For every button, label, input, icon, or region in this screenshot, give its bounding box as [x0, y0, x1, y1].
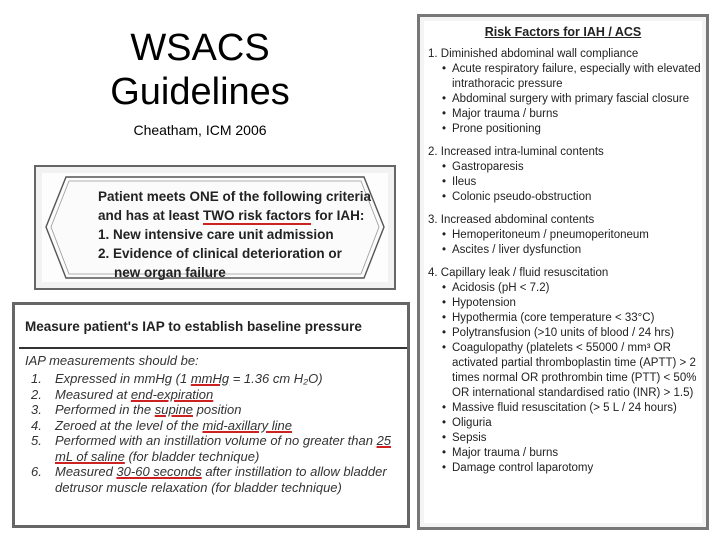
- risk-item-list: [428, 160, 702, 205]
- criteria-line-2-suffix: for IAH:: [311, 208, 365, 223]
- iap-box: [12, 302, 410, 528]
- bullet-icon: •: [441, 402, 446, 414]
- bullet-icon: •: [441, 63, 446, 75]
- criteria-box-inner: [42, 173, 388, 282]
- iap-header: Measure patient's IAP to establish baseline pressure: [25, 319, 362, 334]
- risk-item-text: Oliguria: [452, 417, 492, 429]
- criteria-emphasis: TWO risk factors: [203, 208, 312, 223]
- bullet-icon: •: [441, 462, 446, 474]
- risk-item: [428, 281, 702, 296]
- criteria-line-2-prefix: and has at least: [98, 208, 204, 223]
- iap-intro: IAP measurements should be:: [25, 353, 199, 368]
- risk-section: [424, 266, 702, 476]
- risk-item-text: Hypothermia (core temperature < 33°C): [452, 312, 655, 324]
- iap-item-underlined: end-expiration: [130, 386, 214, 402]
- iap-item-number: 3.: [31, 402, 42, 417]
- risk-item-text: Ileus: [452, 176, 477, 188]
- bullet-icon: •: [441, 327, 446, 339]
- risk-item-text: Sepsis: [452, 432, 487, 444]
- risk-section: [424, 145, 702, 205]
- bullet-icon: •: [441, 161, 446, 173]
- bullet-icon: •: [441, 229, 446, 241]
- risk-item-text: Damage control laparotomy: [452, 462, 594, 474]
- iap-divider: [19, 347, 407, 349]
- iap-item-number: 2.: [31, 386, 42, 402]
- risk-item-text: Acidosis (pH < 7.2): [452, 282, 550, 294]
- bullet-icon: •: [441, 191, 446, 203]
- bullet-icon: •: [441, 282, 446, 294]
- risk-item-text: Abdominal surgery with primary fascial closure: [452, 93, 690, 105]
- risk-section-heading: 1. Diminished abdominal wall compliance: [428, 48, 639, 60]
- iap-item: [25, 387, 407, 403]
- risk-item-list: [428, 281, 702, 476]
- iap-item: [25, 464, 407, 495]
- risk-item: [428, 311, 702, 326]
- risk-item: [428, 175, 702, 190]
- iap-item-pre: Zeroed at the level of the: [55, 417, 203, 433]
- slide-citation: Cheatham, ICM 2006: [133, 122, 267, 138]
- bullet-icon: •: [441, 432, 446, 444]
- risk-item-text: Coagulopathy (platelets < 55000 / mm³ OR activated partial thromboplastin time (APTT) > 2 times normal OR prothrombin time (PTT) < 50% OR international standardised ratio (INR) > 1.5): [452, 342, 697, 399]
- risk-item: [428, 431, 702, 446]
- risk-factors-panel: [417, 14, 709, 530]
- bullet-icon: •: [441, 244, 446, 256]
- iap-item-pre: Expressed in mmHg (1: [55, 371, 191, 386]
- risk-item: [428, 326, 702, 341]
- bullet-icon: •: [441, 108, 446, 120]
- iap-item-text: [55, 387, 407, 403]
- iap-item-text: [55, 402, 407, 418]
- risk-item-text: Hypotension: [452, 297, 516, 309]
- iap-item-pre: Performed with an instillation volume of no greater than: [55, 433, 377, 448]
- risk-item-text: Major trauma / burns: [452, 108, 559, 120]
- slide-title: WSACS Guidelines: [110, 27, 290, 113]
- criteria-line-1: Patient meets ONE of the following criteria: [98, 189, 372, 204]
- risk-item: [428, 296, 702, 311]
- criteria-text: [86, 187, 376, 282]
- risk-item-text: Major trauma / burns: [452, 447, 559, 459]
- risk-section: [424, 213, 702, 258]
- iap-item-underlined: mid-axillary line: [202, 417, 293, 433]
- risk-item: [428, 243, 702, 258]
- risk-item-text: Hemoperitoneum / pneumoperitoneum: [452, 229, 649, 241]
- iap-item-post: position: [193, 402, 242, 417]
- risk-item-text: Prone positioning: [452, 123, 541, 135]
- risk-item: [428, 228, 702, 243]
- iap-item-number: 6.: [31, 464, 42, 479]
- risk-item-text: Massive fluid resuscitation (> 5 L / 24 hours): [452, 402, 677, 414]
- risk-item-text: Colonic pseudo-obstruction: [452, 191, 592, 203]
- iap-item-underlined: 30-60 seconds: [116, 464, 202, 479]
- risk-item-text: Gastroparesis: [452, 161, 524, 173]
- criteria-item-2a: 2. Evidence of clinical deterioration or: [98, 246, 342, 261]
- iap-item-pre: Measured at: [55, 386, 131, 402]
- iap-item: [25, 418, 407, 434]
- criteria-item-1: 1. New intensive care unit admission: [98, 227, 334, 242]
- risk-item-text: Ascites / liver dysfunction: [452, 244, 582, 256]
- risk-section-heading: 4. Capillary leak / fluid resuscitation: [428, 267, 609, 279]
- risk-item: [428, 160, 702, 175]
- risk-item: [428, 461, 702, 476]
- iap-item-number: 5.: [31, 433, 42, 448]
- bullet-icon: •: [441, 297, 446, 309]
- risk-item: [428, 446, 702, 461]
- risk-item-text: Polytransfusion (>10 units of blood / 24 hrs): [452, 327, 675, 339]
- risk-item: [428, 190, 702, 205]
- iap-item-text: [55, 464, 407, 495]
- iap-list: [25, 371, 407, 495]
- iap-item: [25, 433, 407, 464]
- iap-item-pre: Performed in the: [55, 402, 155, 417]
- iap-item-pre: Measured: [55, 464, 117, 479]
- iap-item-number: 4.: [31, 417, 42, 433]
- risk-section: [424, 47, 702, 137]
- iap-item-underlined: 25 mL of saline: [55, 433, 392, 464]
- criteria-line-2: [86, 206, 376, 225]
- iap-item-post: after instillation to allow bladder detrusor muscle relaxation (for bladder technique): [55, 464, 387, 495]
- bullet-icon: •: [441, 342, 446, 354]
- bullet-icon: •: [441, 447, 446, 459]
- risk-item-list: [428, 228, 702, 258]
- risk-item: [428, 107, 702, 122]
- risk-factors-inner: [424, 21, 702, 523]
- risk-factors-title: Risk Factors for IAH / ACS: [484, 25, 642, 39]
- iap-item-text: [55, 418, 407, 434]
- bullet-icon: •: [441, 123, 446, 135]
- bullet-icon: •: [441, 93, 446, 105]
- iap-item-post: (for bladder technique): [124, 448, 260, 464]
- bullet-icon: •: [441, 176, 446, 188]
- risk-item: [428, 122, 702, 137]
- risk-item-text: Acute respiratory failure, especially with elevated intrathoracic pressure: [452, 63, 701, 90]
- risk-section-heading: 2. Increased intra-luminal contents: [428, 146, 604, 158]
- iap-item-underlined: supine: [154, 402, 194, 417]
- iap-item-underlined: mmHg: [190, 371, 230, 386]
- iap-item: [25, 371, 407, 387]
- iap-item-number: 1.: [31, 371, 42, 386]
- risk-item: [428, 401, 702, 416]
- iap-item-text: [55, 371, 407, 387]
- risk-item: [428, 62, 702, 92]
- risk-item-list: [428, 62, 702, 137]
- bullet-icon: •: [441, 312, 446, 324]
- iap-item-post: = 1.36 cm H₂O): [229, 371, 323, 386]
- risk-item: [428, 341, 702, 401]
- risk-section-heading: 3. Increased abdominal contents: [428, 214, 595, 226]
- risk-item: [428, 416, 702, 431]
- iap-item-text: [55, 433, 407, 464]
- iap-item: [25, 402, 407, 418]
- bullet-icon: •: [441, 417, 446, 429]
- criteria-box: [34, 165, 396, 290]
- risk-item: [428, 92, 702, 107]
- criteria-item-2b: new organ failure: [114, 265, 226, 280]
